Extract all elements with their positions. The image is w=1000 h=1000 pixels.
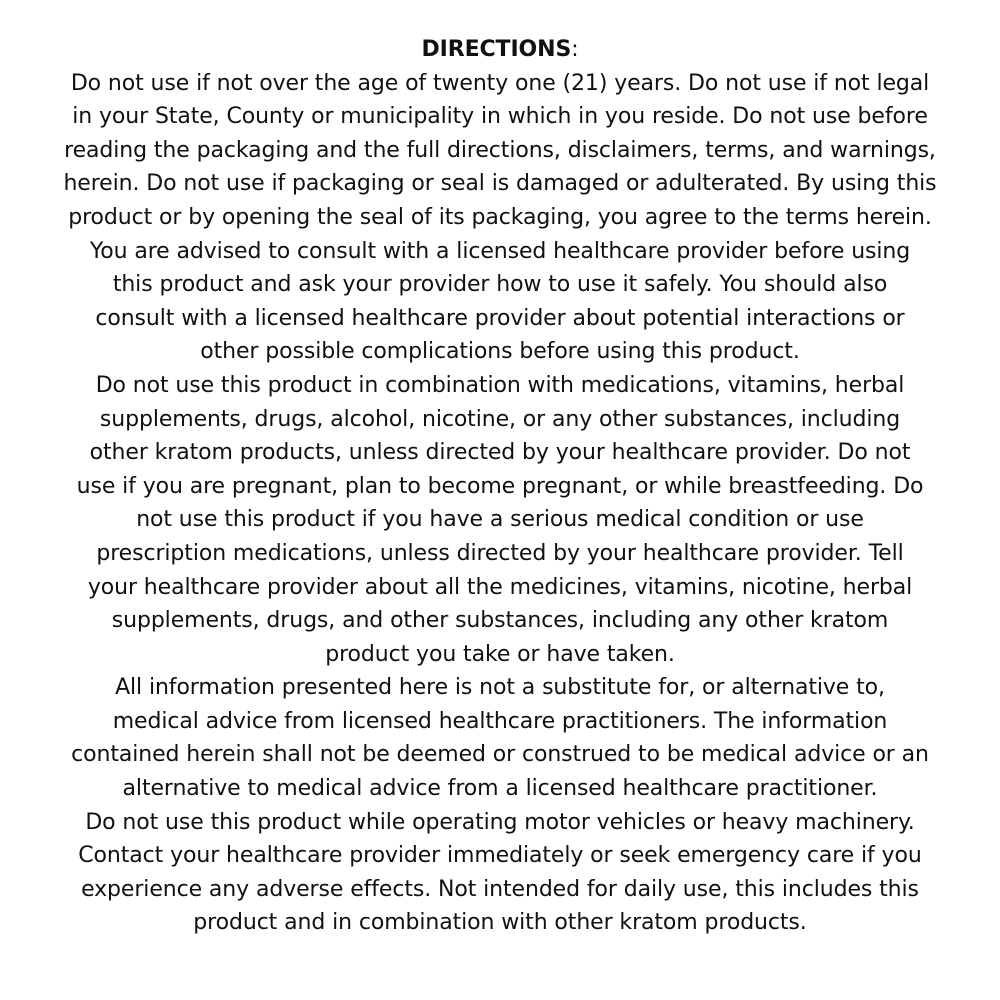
directions-line: use if you are pregnant, plan to become pregnant, or while breastfeeding. Do [76,473,924,499]
directions-line: herein. Do not use if packaging or seal is damaged or adulterated. By using this [63,171,937,197]
directions-line: medical advice from licensed healthcare practitioners. The information [112,708,888,734]
directions-line: in your State, County or municipality in which in you reside. Do not use before [72,104,928,130]
directions-line: supplements, drugs, alcohol, nicotine, or any other substances, including [99,406,901,432]
directions-line: other kratom products, unless directed by your healthcare provider. Do not [89,440,911,466]
directions-line: contained herein shall not be deemed or construed to be medical advice or an [71,742,929,768]
directions-line: your healthcare provider about all the medicines, vitamins, nicotine, herbal [87,574,913,600]
directions-line: other possible complications before using this product. [200,339,800,365]
directions-line: product you take or have taken. [325,641,675,667]
directions-line: Do not use this product while operating motor vehicles or heavy machinery. [85,809,915,835]
directions-line: alternative to medical advice from a licensed healthcare practitioner. [122,776,878,802]
directions-heading-label: DIRECTIONS [421,37,572,62]
directions-line: consult with a licensed healthcare provider about potential interactions or [95,305,905,331]
directions-line: experience any adverse effects. Not intended for daily use, this includes this [81,876,919,902]
directions-line: Do not use this product in combination with medications, vitamins, herbal [95,372,905,398]
directions-line: supplements, drugs, and other substances, including any other kratom [111,608,889,634]
directions-line: not use this product if you have a serious medical condition or use [136,507,864,533]
directions-line: this product and ask your provider how to use it safely. You should also [112,272,888,298]
directions-line: You are advised to consult with a licensed healthcare provider before using [89,238,911,264]
directions-heading-colon: : [571,37,579,62]
directions-line: Contact your healthcare provider immediately or seek emergency care if you [78,843,922,869]
directions-line: product or by opening the seal of its packaging, you agree to the terms herein. [68,204,932,230]
directions-document [20,33,980,940]
directions-line: Do not use if not over the age of twenty one (21) years. Do not use if not legal [70,70,930,96]
directions-line: reading the packaging and the full directions, disclaimers, terms, and warnings, [64,137,936,163]
directions-line: product and in combination with other kratom products. [193,910,807,936]
directions-heading [20,33,980,67]
directions-line: All information presented here is not a substitute for, or alternative to, [115,675,885,701]
directions-line: prescription medications, unless directed by your healthcare provider. Tell [96,540,904,566]
